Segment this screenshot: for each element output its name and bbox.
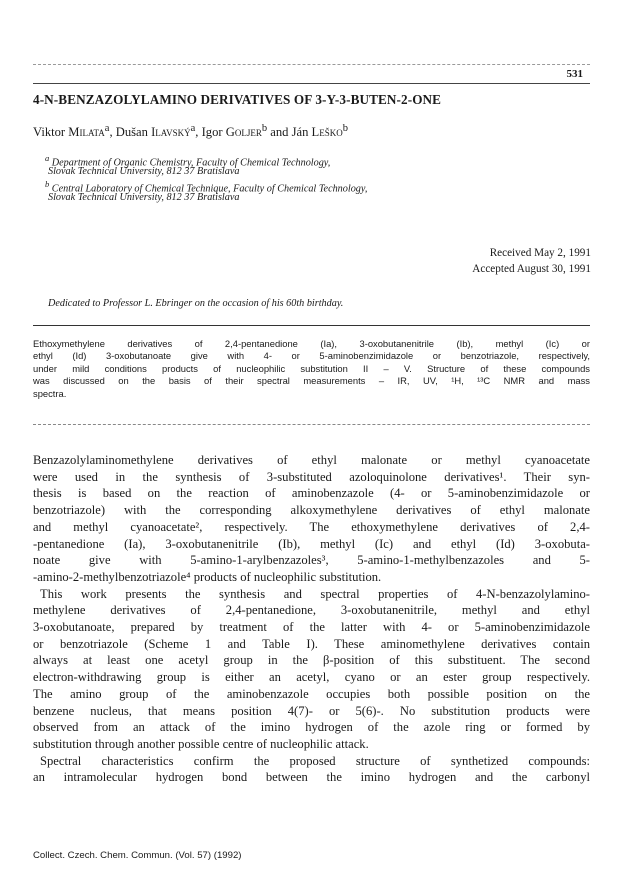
author-first-name: Ján — [291, 125, 309, 140]
affiliation-b-marker: b — [45, 179, 50, 189]
abstract-line: spectra. — [33, 387, 67, 399]
body-line: This work presents the synthesis and spectral properties of 4-N-benzazolylamino- — [40, 586, 590, 601]
author-last-name: Leško — [311, 125, 343, 140]
author — [202, 125, 268, 139]
header-rule — [33, 83, 590, 84]
accepted-date: Accepted August 30, 1991 — [472, 263, 591, 275]
affiliation-a-marker: a — [45, 153, 50, 163]
body-line: The amino group of the aminobenzazole occupies both possible position on the — [33, 686, 590, 701]
affiliation-a-line-2: Slovak Technical University, 812 37 Bratislava — [48, 166, 240, 177]
body-line: -amino-2-methylbenzotriazole⁴ products of nucleophilic substitution. — [33, 569, 382, 584]
body-line: 3-oxobutanoate, prepared by treatment of the latter with 4- or 5-aminobenzimidazole — [33, 620, 590, 635]
abstract-top-rule — [33, 325, 590, 326]
abstract-line: Ethoxymethylene derivatives of 2,4-pentanedione (Ia), 3-oxobutanenitrile (Ib), methyl (Ic) or — [33, 338, 590, 349]
abstract-line: was discussed on the basis of their spectral measurements – IR, UV, ¹H, ¹³C NMR and mass — [33, 375, 590, 387]
body-line: and methyl cyanoacetate², respectively. The ethoxymethylene derivatives of 2,4- — [33, 519, 590, 534]
author-last-name: Milata — [68, 125, 105, 140]
body-line: electron-withdrawing group is either an acetyl, cyano or an ester group respectively. — [33, 670, 590, 685]
body-line: benzotriazole) with the corresponding alkoxymethylene derivatives of ethyl malonate — [33, 503, 590, 518]
author-first-name: Igor — [201, 125, 223, 140]
body-line: benzene nucleus, that means position 4(7)- or 5(6)-. No substitution products were — [33, 703, 590, 718]
author-first-name: Viktor — [33, 125, 66, 140]
dedication: Dedicated to Professor L. Ebringer on the occasion of his 60th birthday. — [48, 298, 344, 309]
author-affiliation-marker: b — [342, 123, 348, 134]
author-separator: , — [109, 125, 116, 140]
author — [116, 125, 196, 139]
body-line: always at least one acetyl group in the β-position of this substituent. The second — [33, 653, 590, 668]
author — [292, 125, 348, 139]
body-line: were used in the synthesis of 3-substituted azoloquinolone derivatives¹. Their syn- — [33, 469, 590, 484]
abstract-bottom-rule — [33, 424, 590, 425]
body-text — [33, 452, 590, 786]
body-line: thesis is based on the reaction of aminobenzazole (4- or 5-aminobenzimidazole or — [33, 486, 590, 501]
author-list — [33, 123, 348, 140]
body-line: an intramolecular hydrogen bond between the imino hydrogen and the carbonyl — [33, 770, 590, 785]
author-affiliation-marker: a — [104, 123, 110, 134]
page-number: 531 — [566, 68, 583, 80]
author — [33, 125, 109, 139]
body-line: Spectral characteristics confirm the proposed structure of synthetized compounds: — [40, 753, 590, 768]
journal-footer: Collect. Czech. Chem. Commun. (Vol. 57) (1992) — [33, 850, 242, 861]
author-first-name: Dušan — [115, 125, 148, 140]
author-separator: , — [195, 125, 202, 140]
body-line: substitution through another possible centre of nucleophilic attack. — [33, 736, 369, 751]
body-line: -pentanedione (Ia), 3-oxobutanenitrile (Ib), methyl (Ic) and ethyl (Id) 3-oxobuta- — [33, 536, 590, 551]
author-affiliation-marker: b — [261, 123, 268, 134]
header-dashed-rule — [33, 64, 590, 65]
abstract-line: ethyl (Id) 3-oxobutanoate give with 4- or 5-aminobenzimidazole or benzotriazole, respectively, — [33, 350, 590, 362]
abstract-line: under mild conditions products of nucleophilic substitution II – V. Structure of these compounds — [33, 362, 590, 374]
body-line: methylene derivatives of 2,4-pentanedione, 3-oxobutanenitrile, methyl and ethyl — [33, 603, 590, 618]
received-date: Received May 2, 1991 — [489, 247, 591, 259]
author-conjunction: and — [267, 125, 292, 140]
author-affiliation-marker: a — [190, 123, 196, 134]
body-line: Benzazolylaminomethylene derivatives of ethyl malonate or methyl cyanoacetate — [33, 453, 590, 467]
body-line: observed from an attack of the imino hydrogen of the azole ring or formed by — [33, 720, 590, 735]
author-last-name: Goljer — [225, 125, 262, 140]
abstract — [33, 338, 590, 400]
author-last-name: Ilavský — [151, 125, 191, 140]
affiliation-b-line-2: Slovak Technical University, 812 37 Bratislava — [48, 192, 240, 203]
body-line: or benzotriazole (Scheme 1 and Table I). These aminomethylene derivatives contain — [33, 636, 590, 651]
affiliation-b-text-1: Central Laboratory of Chemical Technique, Faculty of Chemical Technology, — [51, 183, 368, 195]
affiliation-a-text-1: Department of Organic Chemistry, Faculty of Chemical Technology, — [51, 157, 331, 169]
article-title: 4-N-BENZAZOLYLAMINO DERIVATIVES OF 3-Y-3-BUTEN-2-ONE — [33, 92, 442, 107]
body-line: noate give with 5-amino-1-arylbenzazoles³, 5-amino-1-methylbenzazoles and 5- — [33, 553, 590, 568]
